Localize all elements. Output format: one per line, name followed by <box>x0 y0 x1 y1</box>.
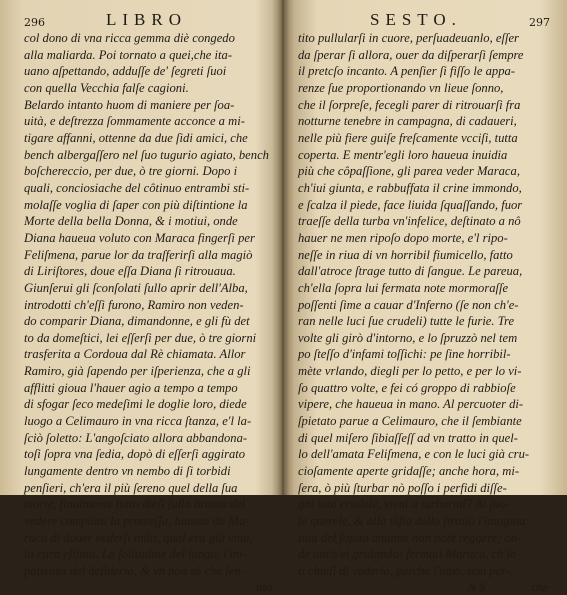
left-page-text <box>24 30 274 580</box>
text-line: toſi ſopra vna ſedia, dopò di eſſerſi aggirato <box>24 447 246 462</box>
left-page-footer <box>24 580 274 594</box>
text-line: raca di douer vederſi inâti, qual era già viua, <box>24 530 253 545</box>
right-page-number: 297 <box>529 16 550 29</box>
text-line: morte, finalmente tutto dieſi ſulla brama del <box>24 497 246 512</box>
text-line: ti chieſi di vederla, perche l'amo, non per- <box>298 564 511 578</box>
text-line: vedere compiuta la promeſſa, hauuta da Ma- <box>24 514 250 529</box>
text-line: de anch'ei gridando: fermati Maraca, ch'io <box>298 547 517 562</box>
text-line: lo dell'amata Feliſmena, e con le luci già cru- <box>298 447 530 462</box>
right-page-footer <box>298 580 550 594</box>
text-line: mète vrlando, diegli per lo petto, e per lo vi- <box>298 364 522 379</box>
text-line: boſchereccio, per due, ò tre giorni. Dopo i <box>24 164 238 179</box>
text-line: Giunſerui gli ſconſolati ſullo aprir dell'Alba, <box>24 280 248 295</box>
left-page-number: 296 <box>24 16 45 29</box>
text-line: alla maliarda. Poi tornato a quei,che ita- <box>24 47 233 62</box>
text-line: più che côpaſſione, gli parea veder Maraca, <box>298 164 520 179</box>
text-line: il pretcſo incanto. A penſier ſi fiſſo le appa- <box>298 64 515 79</box>
text-line: volte gli girò d'intorno, e lo ſpruzzò nel tem <box>298 330 518 345</box>
text-line: dall'atroce ſtrage tutto di ſangue. Le pareua, <box>298 264 523 279</box>
left-running-head: LIBRO <box>106 10 187 29</box>
text-line: col dono di vna ricca gemma diè congedo <box>24 31 235 45</box>
text-line: traeſſe della turba vn'infelice, deſtinato a nô <box>298 214 521 229</box>
text-line: uano aſpettando, adduſſe de' ſegreti ſuoi <box>24 64 227 79</box>
text-line: Diana haueua voluto con Maraca fingerſi per <box>24 230 255 245</box>
text-line: ſo quattro volte, e fei có groppo di rabbioſe <box>298 380 516 395</box>
text-line: ch'ella ſopra lui fermata note mormoraſſe <box>298 280 509 295</box>
text-line: patienza del deſiderio, & vn non sò che ſen- <box>24 564 245 578</box>
text-line: ch'iui giunta, e rabbuffata il crine immondo, <box>298 180 522 195</box>
left-page <box>24 8 274 594</box>
text-line: di Liriſtores, doue eſſa Diana ſi ritrouaua. <box>24 264 236 279</box>
right-page-text <box>298 30 550 580</box>
text-line: le querele, & alla viſta dello ſtratio l'imagina <box>298 514 526 529</box>
text-line: molaſſe voglia di ſaper con più diſtintione la <box>24 197 248 212</box>
text-line: po ſteſſo d'infami toſſichi: pe ſine horribil- <box>298 347 511 362</box>
text-line: Belardo intanto huom di maniere per ſoa- <box>24 97 235 112</box>
text-line: da ſperar ſi allora, ouer da diſperarſi ſempre <box>298 47 524 62</box>
text-line: Morte della bella Donna, & i motiui, onde <box>24 214 238 229</box>
text-line: notturne tenebre in campagna, di cadaueri, <box>298 114 517 129</box>
text-line: Feliſmena, parue lor da traſferirſi alla magiò <box>24 247 253 262</box>
text-line: ſera, ò più ſturbar nò poſſo i perfidi diſſe- <box>298 480 507 495</box>
text-line: gni tuoi crudele, vieni a turbarmi? Al ſuo- <box>298 497 510 512</box>
signature-mark: N 5 <box>468 579 486 594</box>
text-line: di quel miſero ſibiaſſeſſ ad vn tratto in quel- <box>298 430 518 445</box>
text-line: tito pullularſi in cuore, perſuadeuanlo, eſſer <box>298 31 519 45</box>
text-line: renze ſue proportionando vn lieue ſonno, <box>298 80 504 95</box>
text-line: quali, conciosiache del côtinuo entrambi sti- <box>24 180 250 195</box>
text-line: di sfogar ſeco medeſimi le doglie loro, diede <box>24 397 247 412</box>
text-line: con quella Vecchia falſe cagioni. <box>24 80 189 95</box>
text-line: bench albergaſſero nel ſuo tugurio agiato, bench <box>24 147 269 162</box>
text-line: introdotti ch'eſſi furono, Ramiro non veden- <box>24 297 244 312</box>
text-line: ſpietato parue a Celimauro, che il ſembiante <box>298 414 522 429</box>
right-page <box>298 8 550 594</box>
book-gutter <box>272 0 294 495</box>
left-page-header <box>24 8 274 30</box>
text-line: vipere, che haueua in mano. Al percuoter di- <box>298 397 524 412</box>
text-line: la cara eſtinta. La ſolitudine del luogo, l'im- <box>24 547 247 562</box>
text-line: luogo a Celimauro in vna ricca ſtanza, e'l la- <box>24 414 252 429</box>
right-page-header <box>298 8 550 30</box>
text-line: ran nelle luci ſue crudeli) tutte le furie. Tre <box>298 314 515 329</box>
text-line: penſieri, ch'era il più ſereno quel della ſua <box>24 480 238 495</box>
text-line: e ſcalza il piede, face liuida ſquaſſando, fuor <box>298 197 523 212</box>
text-line: uità, e deſtrezza ſommamente acconce a mi- <box>24 114 245 129</box>
text-line: ſciò ſoletto: L'angoſciato allora abbandona- <box>24 430 248 445</box>
text-line: nelle più fiere guiſe freſcamente vcciſi, tutta <box>298 130 518 145</box>
text-line: trasferita a Cordoua dal Rè chiamata. Allor <box>24 347 246 362</box>
text-line: coperta. E mentr'egli loro haueua inuidia <box>298 147 508 162</box>
text-line: poſſenti ſime a cauar d'Inferno (ſe non ch'e- <box>298 297 519 312</box>
text-line: lungamente dentro vn nembo di ſi torbidi <box>24 464 231 479</box>
text-line: tiua del ſopito amante non potè reggere; on- <box>298 530 522 545</box>
text-line: tigare affanni, ottenne da due ſidi amici, che <box>24 130 248 145</box>
right-running-head: SESTO. <box>370 10 462 29</box>
left-catchword: tito <box>255 579 272 594</box>
text-line: cioſamente aperte gridaſſe; anche hora, mi- <box>298 464 520 479</box>
text-line: che il ſorpreſe, fecegli parer di ritrouarſi fra <box>298 97 521 112</box>
right-catchword: che <box>531 579 548 594</box>
text-line: to da domeſtici, lei eſſerſi per due, ò tre giorni <box>24 330 257 345</box>
text-line: neſſe in riua di vn horribil fiumicello, fatto <box>298 247 513 262</box>
text-line: afflitti gioua l'hauer agio a tempo a tempo <box>24 380 238 395</box>
text-line: do comparir Diana, dimandonne, e gli fù det <box>24 314 250 329</box>
text-line: Ramiro, già ſapendo per iſperienza, che a gli <box>24 364 251 379</box>
text-line: hauer ne men ripoſo dopo morte, e'l ripo- <box>298 230 508 245</box>
